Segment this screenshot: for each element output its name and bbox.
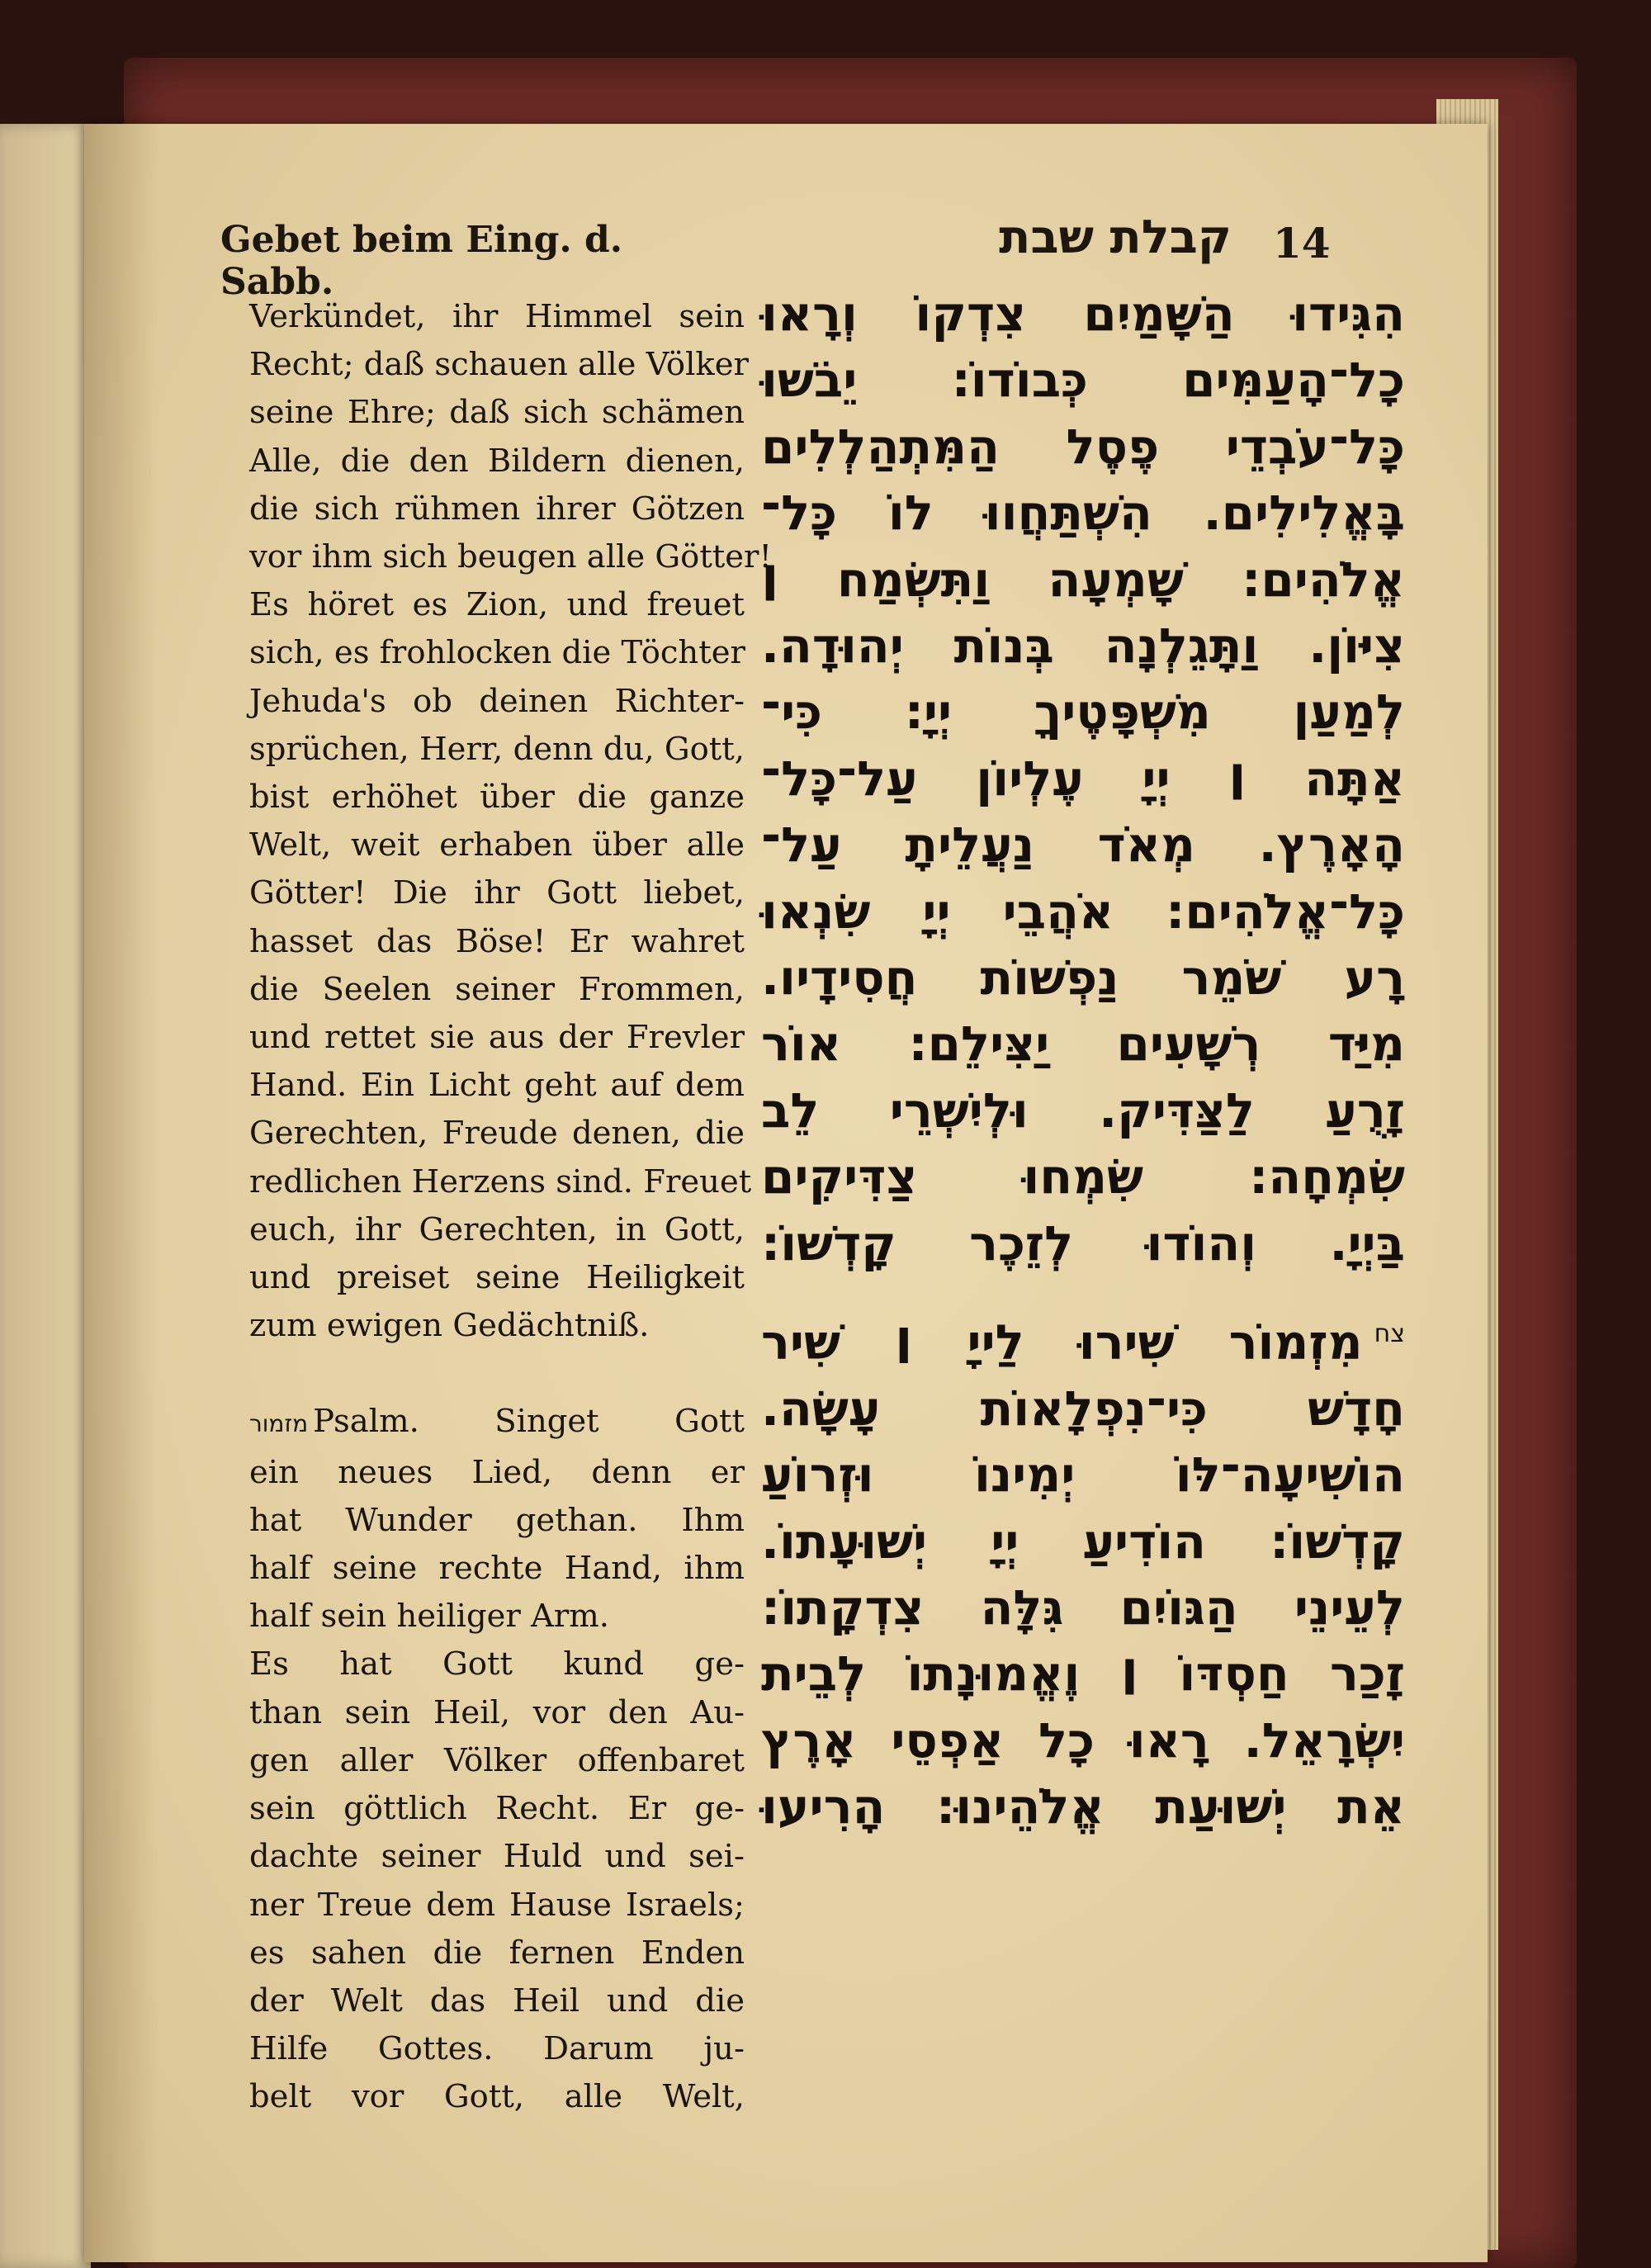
hebrew-line: חָדָשׁ כִּי־נִפְלָאוֹת עָשָׂה. (761, 1380, 1405, 1437)
text-line: Gerechten, Freude denen, die (249, 1115, 745, 1153)
page-number: 14 (1273, 219, 1331, 268)
hebrew-line: זָרֻעַ לַצַּדִּיק. וּלְיִשְׁרֵי לֵב (761, 1082, 1405, 1139)
hebrew-line: לְעֵינֵי הַגּוֹיִם גִּלָּה צִדְקָתוֹ: (761, 1579, 1405, 1636)
text-line: Hilfe Gottes. Darum ju- (249, 2030, 745, 2068)
german-column (249, 293, 772, 2122)
hebrew-line: צִיּוֹן. וַתָּגֵלְנָה בְּנוֹת יְהוּדָה. (761, 618, 1405, 675)
hebrew-line: אַתָּה ׀ יְיָ עֶלְיוֹן עַל־כָּל־ (761, 750, 1405, 807)
text-line: hat Wunder gethan. Ihm (249, 1501, 745, 1539)
book-page (84, 124, 1488, 2262)
hebrew-line: כָּל־עֹבְדֵי פֶסֶל הַמִּתְהַלְלִים (761, 418, 1405, 475)
text-line: gen aller Völker offenbaret (249, 1741, 745, 1779)
hebrew-line: מִיַּד רְשָׁעִים יַצִּילֵם: אוֹר (761, 1016, 1405, 1072)
text-line: Es hat Gott kund ge- (249, 1645, 745, 1683)
text-line: seine Ehre; daß sich schämen (249, 394, 745, 432)
hebrew-psalm-first-line (761, 1301, 1405, 1375)
page-gutter (84, 124, 158, 2262)
hebrew-line: זָכַר חַסְדּוֹ ׀ וֶאֱמוּנָתוֹ לְבֵית (761, 1645, 1405, 1702)
text-line: bist erhöhet über die ganze (249, 779, 745, 817)
text-line: Verkündet, ihr Himmel sein (249, 298, 745, 335)
hebrew-line: אֱלֹהִים: שָׁמְעָה וַתִּשְׂמַח ׀ (761, 551, 1405, 608)
text-line: Alle, die den Bildern dienen, (249, 442, 745, 480)
hebrew-line-text: מִזְמוֹר שִׁירוּ לַייָ ׀ שִׁיר (761, 1314, 1363, 1371)
hebrew-line: שִׂמְחָה: שִׂמְחוּ צַדִּיקִים (761, 1148, 1405, 1205)
psalm-heading-line (249, 1398, 745, 1448)
text-line: than sein Heil, vor den Au- (249, 1693, 745, 1731)
previous-page-edge (0, 124, 91, 2268)
running-head-hebrew: קבלת שבת (999, 211, 1232, 264)
text-line: sein göttlich Recht. Er ge- (249, 1790, 745, 1828)
text-line: zum ewigen Gedächtniß. (249, 1307, 650, 1345)
text-line: Recht; daß schauen alle Völker (249, 346, 749, 384)
hebrew-line: קָדְשׁוֹ: הוֹדִיעַ יְיָ יְשׁוּעָתוֹ. (761, 1513, 1405, 1570)
text-line: Es höret es Zion, und freuet (249, 586, 745, 624)
paragraph-gap (761, 1276, 1405, 1301)
hebrew-column (761, 281, 1405, 1840)
psalm-hebrew-word: מזמור (249, 1410, 309, 1438)
text-line: half sein heiliger Arm. (249, 1598, 609, 1636)
text-line: half seine rechte Hand, ihm (249, 1550, 745, 1588)
text-line: es sahen die fernen Enden (249, 1934, 745, 1972)
running-head-german: Gebet beim Eing. d. Sabb. (220, 219, 623, 303)
hebrew-line: הָאָרֶץ. מְאֹד נַעֲלֵיתָ עַל־ (761, 817, 1405, 874)
hebrew-line: בַּיְיָ. וְהוֹדוּ לְזֵכֶר קָדְשׁוֹ: (761, 1214, 1405, 1271)
hebrew-line: כָל־הָעַמִּים כְּבוֹדוֹ: יֵבֹשׁוּ (761, 352, 1405, 409)
text-line: sich, es frohlocken die Töchter (249, 634, 745, 672)
hebrew-line: הוֹשִׁיעָה־לּוֹ יְמִינוֹ וּזְרוֹעַ (761, 1447, 1405, 1503)
text-line: Welt, weit erhaben über alle (249, 826, 745, 864)
text-line: redlichen Herzens sind. Freuet (249, 1162, 752, 1200)
text-line: Jehuda's ob deinen Richter- (249, 682, 745, 720)
hebrew-line: לְמַעַן מִשְׁפָּטֶיךָ יְיָ: כִּי־ (761, 684, 1405, 741)
hebrew-line: רָע שֹׁמֵר נַפְשׁוֹת חֲסִידָיו. (761, 949, 1405, 1006)
text-line: hasset das Böse! Er wahret (249, 922, 745, 960)
text-line: dachte seiner Huld und sei- (249, 1838, 745, 1876)
text-line: euch, ihr Gerechten, in Gott, (249, 1210, 745, 1248)
paragraph-gap (249, 1350, 745, 1398)
text-line: und preiset seine Heiligkeit (249, 1259, 745, 1297)
text-line: ein neues Lied, denn er (249, 1453, 745, 1491)
hebrew-line: יִשְׂרָאֵל. רָאוּ כָל אַפְסֵי אָרֶץ (761, 1712, 1405, 1768)
text-line: sprüchen, Herr, denn du, Gott, (249, 730, 745, 768)
text-line: vor ihm sich beugen alle Götter! (249, 538, 772, 576)
text-line: ner Treue dem Hause Israels; (249, 1886, 745, 1924)
psalm-first-line: Psalm. Singet Gott (313, 1403, 745, 1441)
hebrew-line: אֵת יְשׁוּעַת אֱלֹהֵינוּ: הָרִיעוּ (761, 1778, 1405, 1835)
text-line: und rettet sie aus der Frevler (249, 1019, 745, 1057)
text-line: die sich rühmen ihrer Götzen (249, 490, 745, 528)
text-line: Hand. Ein Licht geht auf dem (249, 1067, 745, 1105)
hebrew-line: בָּאֱלִילִים. הִשְׁתַּחֲווּ לוֹ כָּל־ (761, 485, 1405, 542)
text-line: die Seelen seiner Frommen, (249, 970, 745, 1008)
text-line: Götter! Die ihr Gott liebet, (249, 874, 745, 912)
text-line: der Welt das Heil und die (249, 1982, 745, 2019)
hebrew-line: הִגִּידוּ הַשָּׁמַיִם צִדְקוֹ וְרָאוּ (761, 286, 1405, 342)
hebrew-line: כָּל־אֱלֹהִים: אֹהֲבֵי יְיָ שִׂנְאוּ (761, 883, 1405, 940)
psalm-number-marker: צח (1374, 1319, 1405, 1349)
text-line: belt vor Gott, alle Welt, (249, 2078, 745, 2116)
